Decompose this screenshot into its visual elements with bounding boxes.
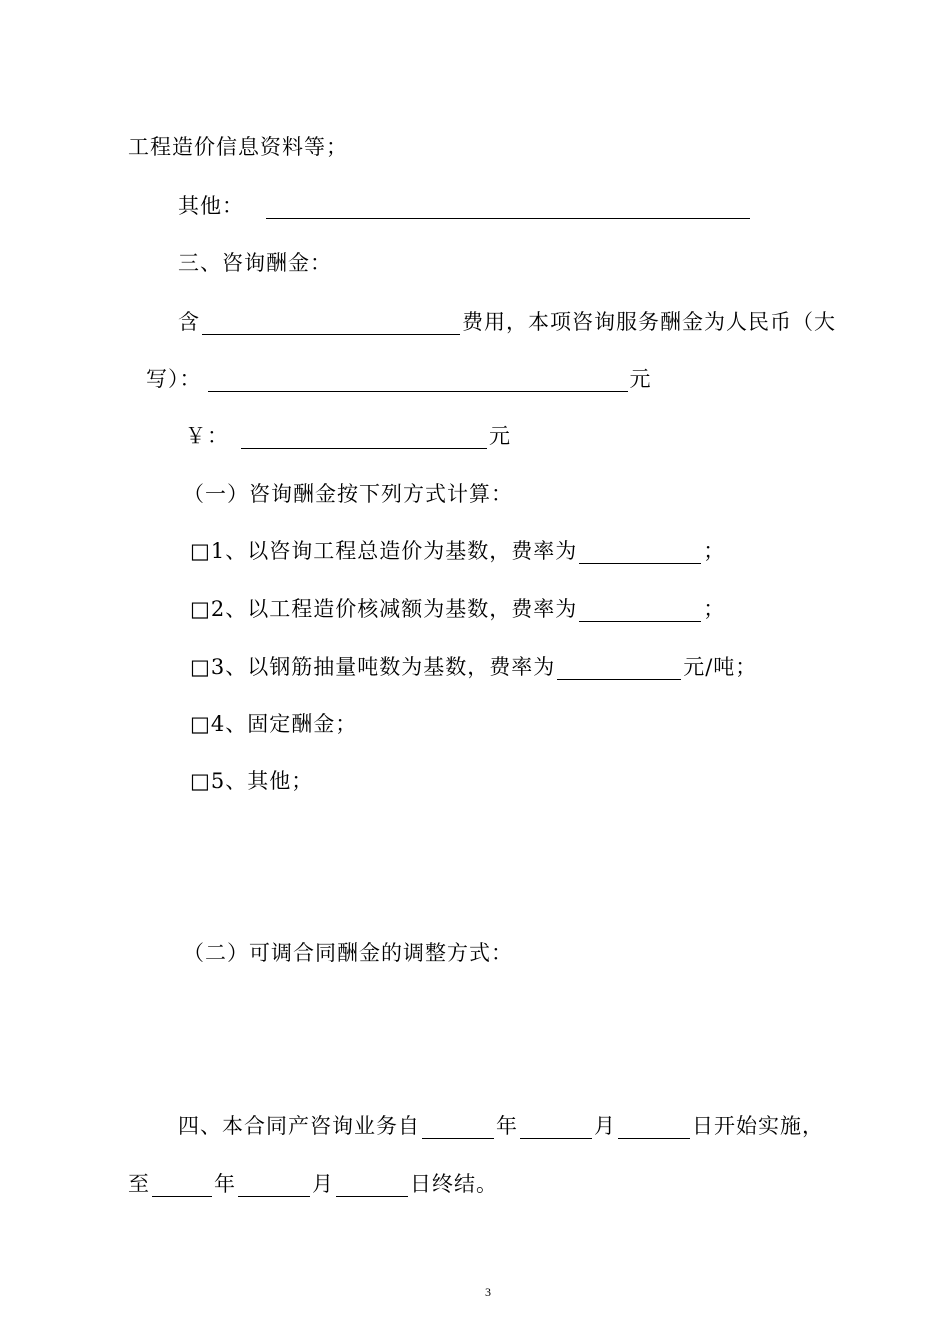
suffix: ； (703, 597, 726, 621)
option-row-2 (190, 596, 725, 622)
suffix: ； (703, 539, 726, 563)
prefix: 写）： (146, 367, 202, 391)
other-blank[interactable] (266, 196, 750, 219)
fee-includes-row (178, 309, 836, 335)
end-month-blank[interactable] (238, 1174, 310, 1197)
start-month-blank[interactable] (520, 1116, 592, 1139)
end-day-blank[interactable] (336, 1174, 408, 1197)
includes-blank[interactable] (202, 312, 460, 335)
end-year-blank[interactable] (152, 1174, 212, 1197)
rate-blank-2[interactable] (579, 599, 701, 622)
month-label: 月 (594, 1114, 616, 1138)
start-year-blank[interactable] (422, 1116, 494, 1139)
option-text: □1、以咨询工程总造价为基数，费率为 (190, 539, 578, 563)
text-line-materials (128, 134, 348, 160)
amount-number-blank[interactable] (241, 426, 487, 449)
page-number: 3 (485, 1285, 491, 1299)
amount-number-row (185, 423, 511, 449)
prefix: ￥： (185, 424, 229, 448)
suffix: 费用，本项咨询服务酬金为人民币（大 (462, 310, 836, 334)
option-row-5 (190, 768, 313, 794)
year-label: 年 (214, 1172, 236, 1196)
heading: （一）咨询酬金按下列方式计算： (183, 482, 513, 506)
amount-words-row (146, 366, 652, 392)
label: 其他： (178, 194, 244, 218)
suffix: 元 (489, 424, 511, 448)
amount-words-blank[interactable] (208, 369, 628, 392)
prefix: 含 (178, 310, 200, 334)
heading: （二）可调合同酬金的调整方式： (183, 941, 513, 965)
option-text: □3、以钢筋抽量吨数为基数，费率为 (190, 655, 556, 679)
section-heading-fee (178, 250, 332, 276)
option-text: □2、以工程造价核减额为基数，费率为 (190, 597, 578, 621)
option-text: □5、其他； (190, 769, 314, 793)
option-row-1 (190, 538, 725, 564)
start-day-blank[interactable] (618, 1116, 690, 1139)
prefix: 四、本合同产咨询业务自 (178, 1114, 420, 1138)
suffix: 元 (629, 367, 652, 391)
option-text: □4、固定酬金； (190, 712, 358, 736)
text: 工程造价信息资料等； (128, 135, 348, 159)
suffix: 元/吨； (683, 655, 758, 679)
other-field-row (178, 193, 752, 219)
term-end-row (128, 1171, 498, 1197)
sub-heading-adjustment (183, 940, 513, 966)
year-label: 年 (496, 1114, 518, 1138)
sub-heading-calculation (183, 481, 513, 507)
heading: 三、咨询酬金： (178, 251, 332, 275)
suffix: 日开始实施， (692, 1114, 824, 1138)
prefix: 至 (128, 1172, 150, 1196)
rate-blank-3[interactable] (557, 657, 681, 680)
rate-blank-1[interactable] (579, 541, 701, 564)
term-start-row (178, 1113, 824, 1139)
month-label: 月 (312, 1172, 334, 1196)
option-row-3 (190, 654, 757, 680)
option-row-4 (190, 711, 357, 737)
suffix: 日终结。 (410, 1172, 498, 1196)
